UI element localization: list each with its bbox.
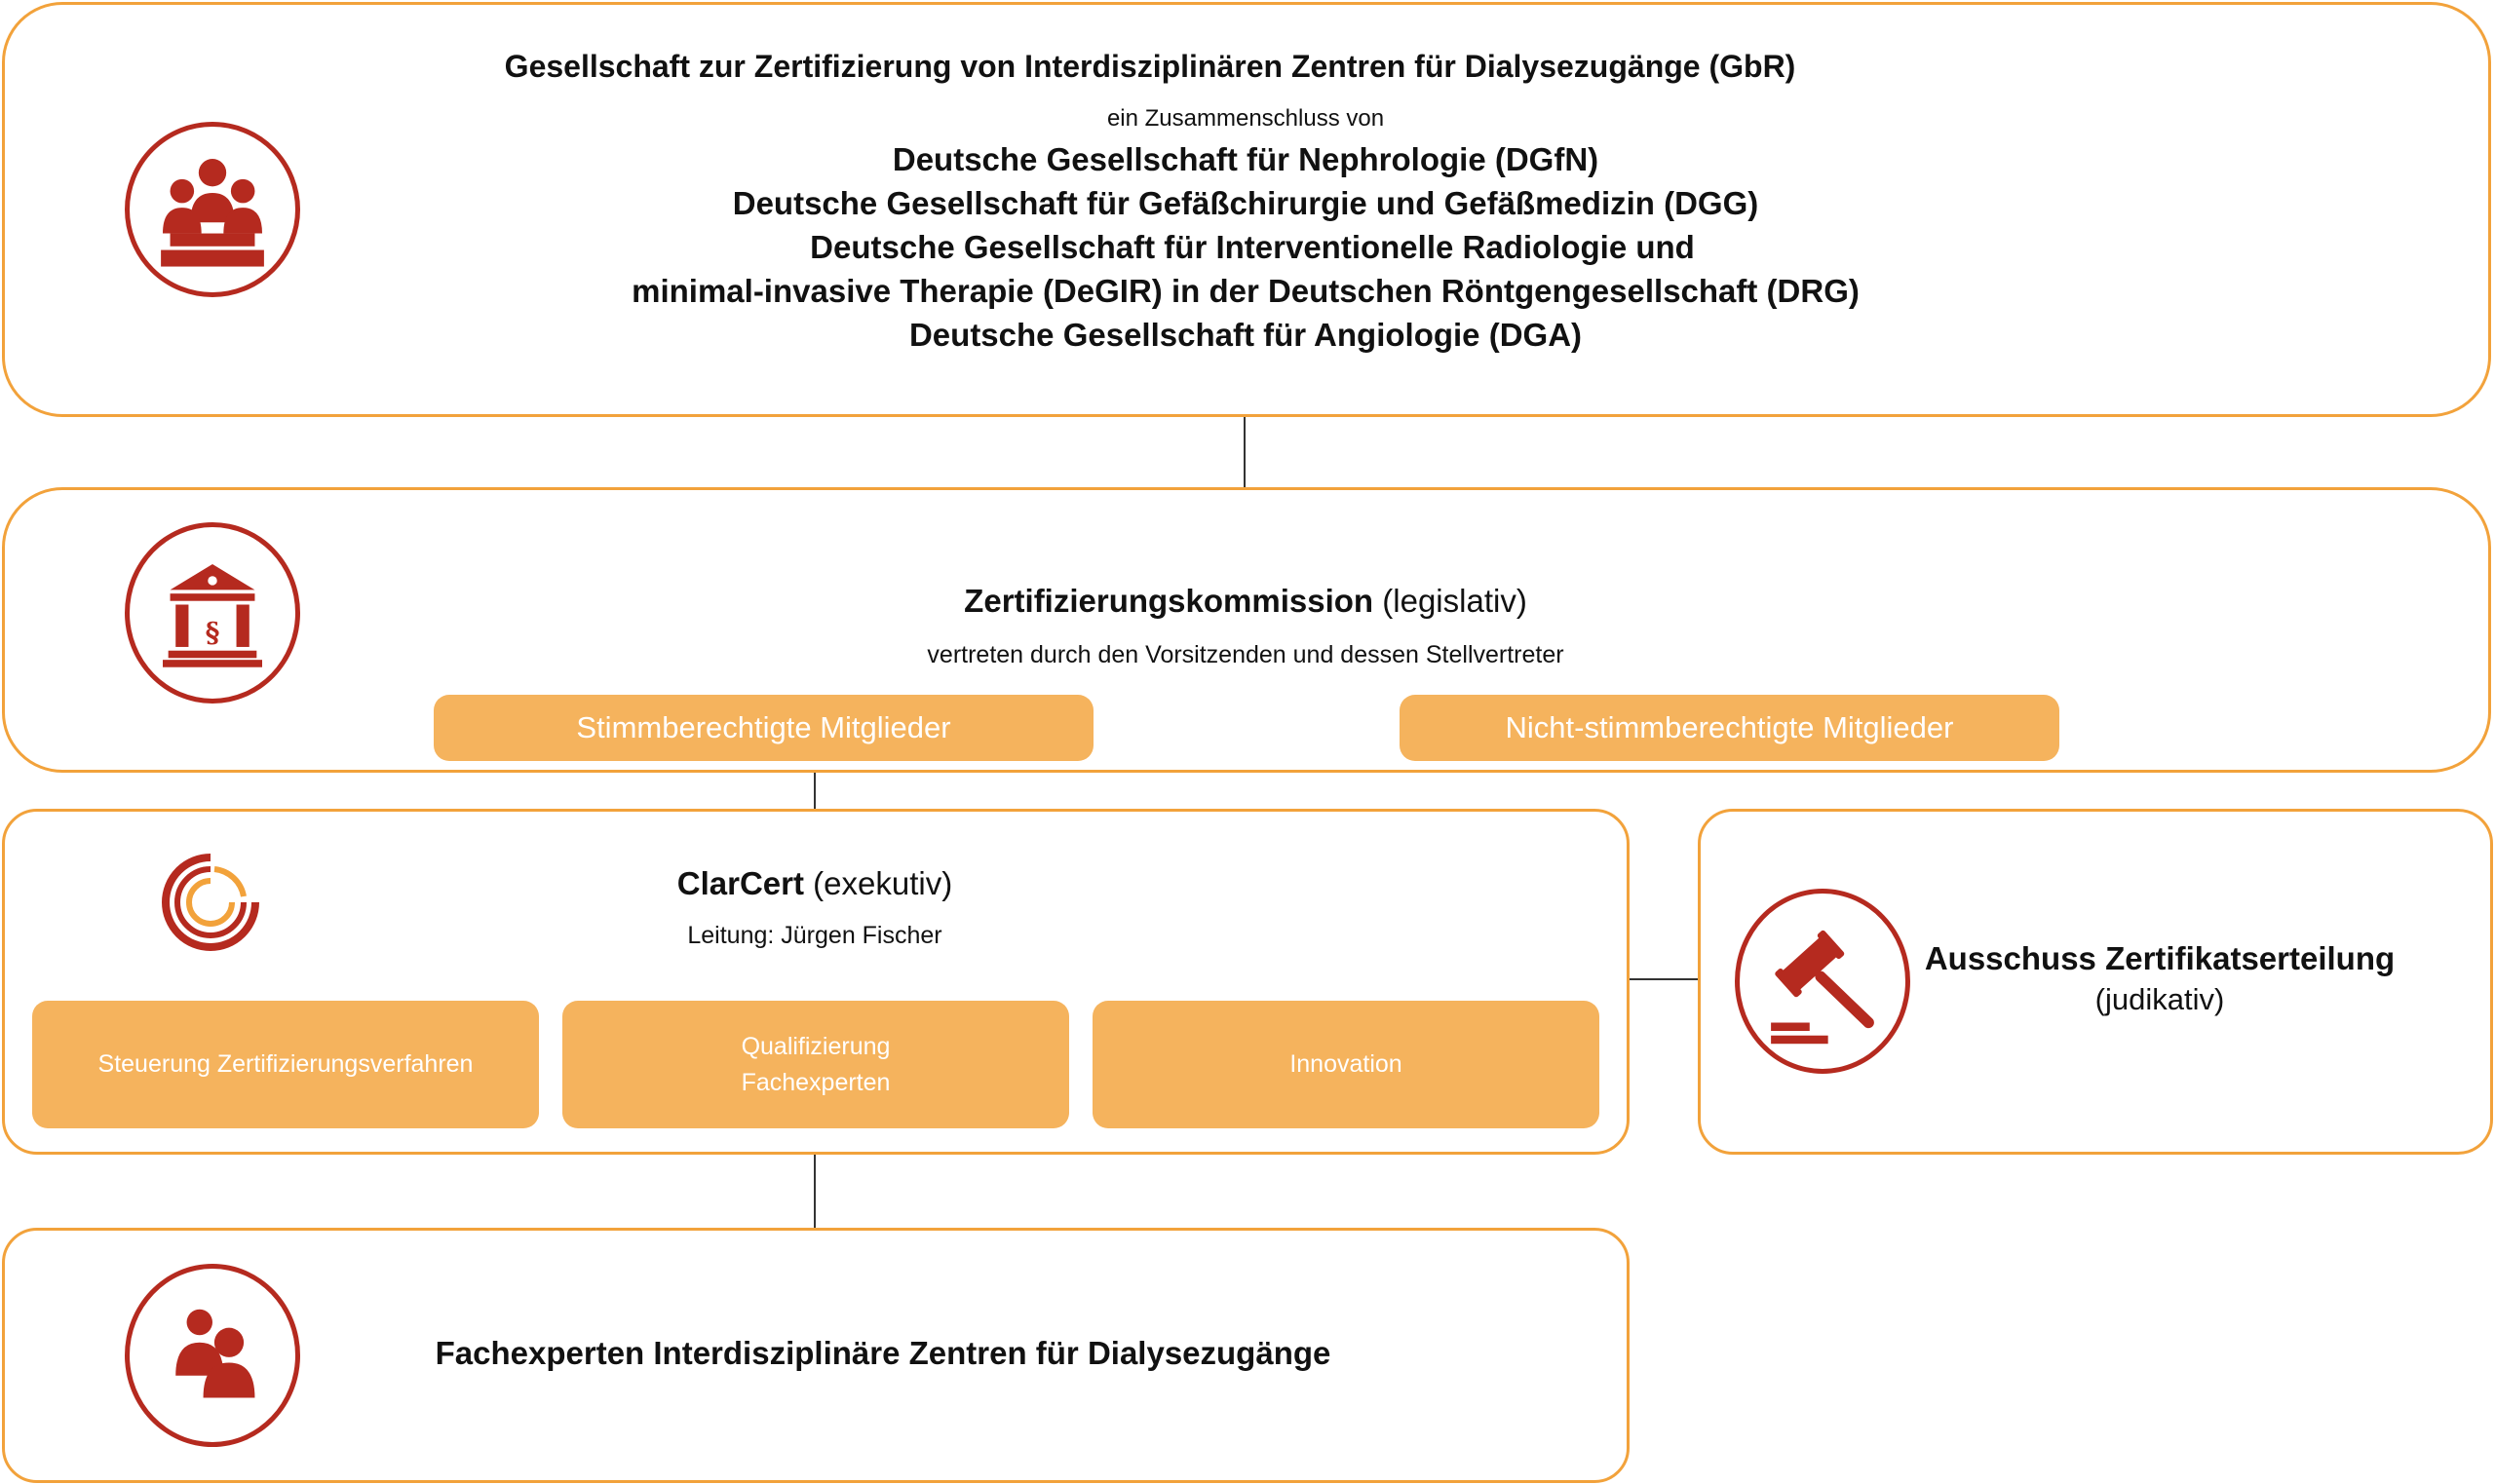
people-icon bbox=[130, 1269, 295, 1442]
clarcert-lead: Leitung: Jürgen Fischer bbox=[687, 922, 942, 949]
gbr-member-degir-line1: Deutsche Gesellschaft für Interventionelle Radiologie und bbox=[810, 229, 1695, 265]
clarcert-role: (exekutiv) bbox=[813, 865, 953, 901]
connector-clarcert-committee bbox=[1628, 978, 1698, 980]
committee-icon-circle bbox=[1735, 889, 1910, 1074]
commission-subtitle: vertreten durch den Vorsitzenden und dessen Stellvertreter bbox=[927, 641, 1564, 668]
voting-members-box[interactable]: Stimmberechtigte Mitglieder bbox=[434, 695, 1094, 761]
nonvoting-members-box[interactable]: Nicht-stimmberechtigte Mitglieder bbox=[1400, 695, 2059, 761]
gbr-member-dga: Deutsche Gesellschaft für Angiologie (DGA) bbox=[908, 317, 1583, 353]
group-meeting-icon bbox=[130, 127, 295, 292]
experts-icon-circle bbox=[125, 1264, 300, 1447]
commission-title: Zertifizierungskommission bbox=[964, 583, 1374, 619]
clarcert-heading bbox=[677, 865, 952, 902]
committee-title: Ausschuss Zertifikatserteilung bbox=[1924, 940, 2396, 976]
connector-clarcert-experts bbox=[814, 1155, 816, 1228]
commission-heading bbox=[964, 583, 1527, 620]
committee-role: (judikativ) bbox=[2094, 982, 2225, 1016]
gbr-icon-circle bbox=[125, 122, 300, 297]
connector-gbr-commission bbox=[1244, 417, 1246, 487]
commission-role: (legislativ) bbox=[1382, 583, 1527, 619]
clarcert-title: ClarCert bbox=[676, 865, 804, 901]
gavel-icon bbox=[1740, 894, 1905, 1069]
court-building-paragraph-icon bbox=[130, 527, 295, 699]
gbr-intro: ein Zusammenschluss von bbox=[1106, 105, 1385, 132]
svg-text:§: § bbox=[205, 615, 220, 649]
gbr-member-dgg: Deutsche Gesellschaft für Gefäßchirurgie und Gefäßmedizin (DGG) bbox=[732, 185, 1759, 221]
commission-icon-circle bbox=[125, 522, 300, 704]
clarcert-logo-icon bbox=[154, 846, 267, 959]
experts-title: Fachexperten Interdisziplinäre Zentren für Dialysezugänge bbox=[435, 1335, 1331, 1371]
unit-innovation[interactable]: Innovation bbox=[1093, 1001, 1599, 1128]
gbr-title: Gesellschaft zur Zertifizierung von Interdisziplinären Zentren für Dialysezugänge (GbR) bbox=[504, 49, 1796, 84]
unit-qualifizierung[interactable]: Qualifizierung Fachexperten bbox=[562, 1001, 1069, 1128]
gbr-member-dgfn: Deutsche Gesellschaft für Nephrologie (DGfN) bbox=[892, 141, 1599, 177]
commission-box bbox=[2, 487, 2491, 773]
connector-commission-clarcert bbox=[814, 770, 816, 809]
gbr-member-degir-line2: minimal-invasive Therapie (DeGIR) in der Deutschen Röntgengesellschaft (DRG) bbox=[632, 273, 1860, 309]
unit-steuerung[interactable]: Steuerung Zertifizierungsverfahren bbox=[32, 1001, 539, 1128]
